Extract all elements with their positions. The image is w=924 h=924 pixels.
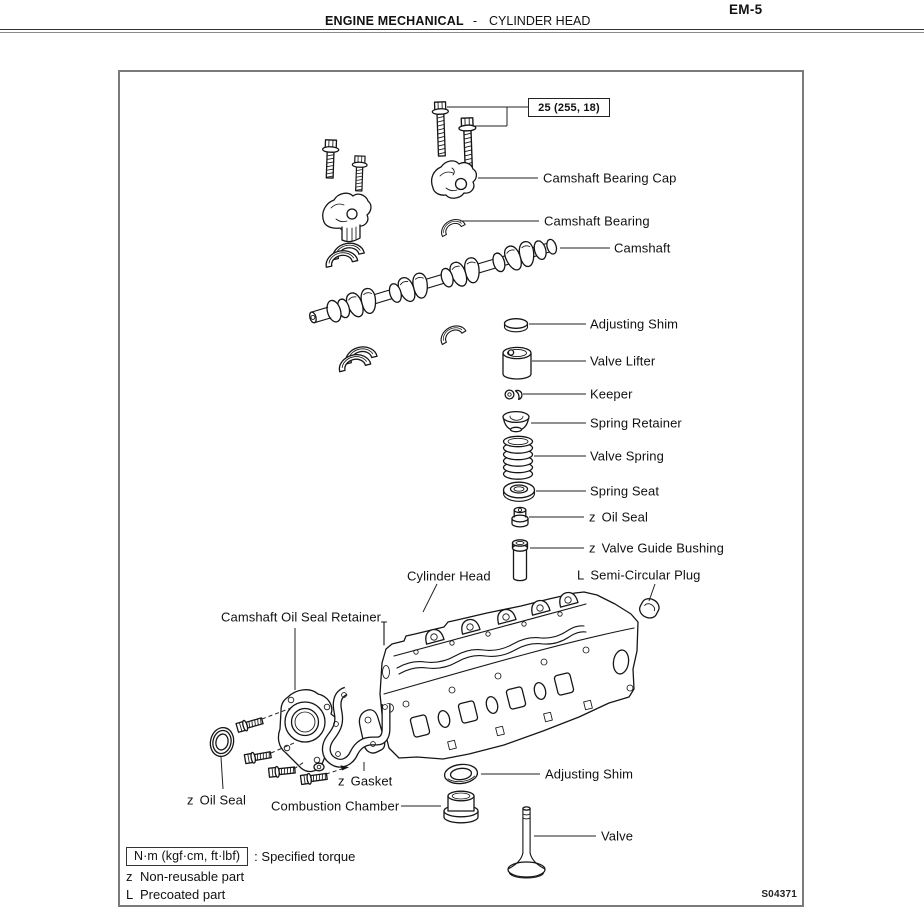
figure-code: S04371 bbox=[761, 889, 797, 900]
adjusting-shim-bottom-drawing bbox=[444, 763, 479, 785]
label-cylinder-head: Cylinder Head bbox=[407, 568, 491, 584]
adjusting-shim-drawing bbox=[505, 319, 528, 332]
legend bbox=[126, 847, 355, 902]
label-valve-lifter: Valve Lifter bbox=[590, 353, 656, 369]
torque-description: : Specified torque bbox=[254, 849, 356, 864]
precoated-symbol: L bbox=[577, 567, 585, 583]
label-camshaft-bearing: Camshaft Bearing bbox=[544, 213, 650, 229]
label-oil-seal-top-text: Oil Seal bbox=[601, 509, 648, 525]
oil-seal-bottom-drawing bbox=[208, 725, 237, 758]
non-reusable-text: Non-reusable part bbox=[140, 869, 245, 884]
torque-unit-box: N·m (kgf·cm, ft·lbf) bbox=[126, 847, 248, 866]
label-camshaft-oil-seal-retainer: Camshaft Oil Seal Retainer bbox=[221, 609, 382, 625]
label-oil-seal-top bbox=[589, 510, 648, 525]
label-oil-seal-bottom bbox=[187, 793, 246, 808]
page-code: EM-5 bbox=[729, 2, 763, 17]
torque-spec-box: 25 (255, 18) bbox=[528, 98, 610, 117]
keeper-drawing bbox=[505, 390, 522, 399]
label-adjusting-shim-top: Adjusting Shim bbox=[590, 316, 679, 332]
label-valve-guide-bushing bbox=[589, 541, 724, 556]
combustion-chamber-drawing bbox=[444, 791, 478, 823]
valve-drawing bbox=[508, 807, 545, 878]
label-semi-circular-plug-text: Semi-Circular Plug bbox=[590, 567, 701, 583]
label-camshaft-bearing-cap: Camshaft Bearing Cap bbox=[543, 170, 677, 186]
valve-lifter-drawing bbox=[503, 347, 531, 379]
label-gasket bbox=[338, 774, 392, 789]
label-adjusting-shim-bottom: Adjusting Shim bbox=[545, 766, 634, 782]
label-spring-retainer: Spring Retainer bbox=[590, 415, 682, 431]
section-title: ENGINE MECHANICAL bbox=[325, 14, 464, 28]
spring-retainer-drawing bbox=[503, 412, 529, 432]
label-oil-seal-bottom-text: Oil Seal bbox=[199, 792, 246, 808]
breadcrumb-separator: - bbox=[472, 14, 477, 28]
label-valve: Valve bbox=[601, 828, 634, 844]
label-valve-guide-bushing-text: Valve Guide Bushing bbox=[601, 540, 724, 556]
non-reusable-symbol: z bbox=[589, 540, 596, 556]
spring-seat-drawing bbox=[504, 482, 535, 501]
label-combustion-chamber: Combustion Chamber bbox=[271, 798, 400, 814]
non-reusable-symbol: z bbox=[338, 773, 345, 789]
label-semi-circular-plug bbox=[577, 568, 701, 583]
precoated-symbol: L bbox=[126, 887, 134, 902]
cylinder-head-drawing bbox=[359, 590, 638, 759]
non-reusable-symbol: z bbox=[126, 869, 133, 884]
valve-spring-drawing bbox=[504, 436, 533, 479]
label-valve-spring: Valve Spring bbox=[590, 448, 664, 464]
valve-guide-bushing-drawing bbox=[513, 540, 528, 581]
precoated-text: Precoated part bbox=[140, 887, 226, 902]
label-keeper: Keeper bbox=[590, 386, 633, 402]
label-camshaft: Camshaft bbox=[614, 240, 671, 256]
subsection-title: CYLINDER HEAD bbox=[489, 14, 591, 28]
non-reusable-symbol: z bbox=[187, 792, 194, 808]
oil-seal-drawing bbox=[512, 507, 528, 526]
non-reusable-symbol: z bbox=[589, 509, 596, 525]
label-gasket-text: Gasket bbox=[350, 773, 393, 789]
label-spring-seat: Spring Seat bbox=[590, 483, 660, 499]
